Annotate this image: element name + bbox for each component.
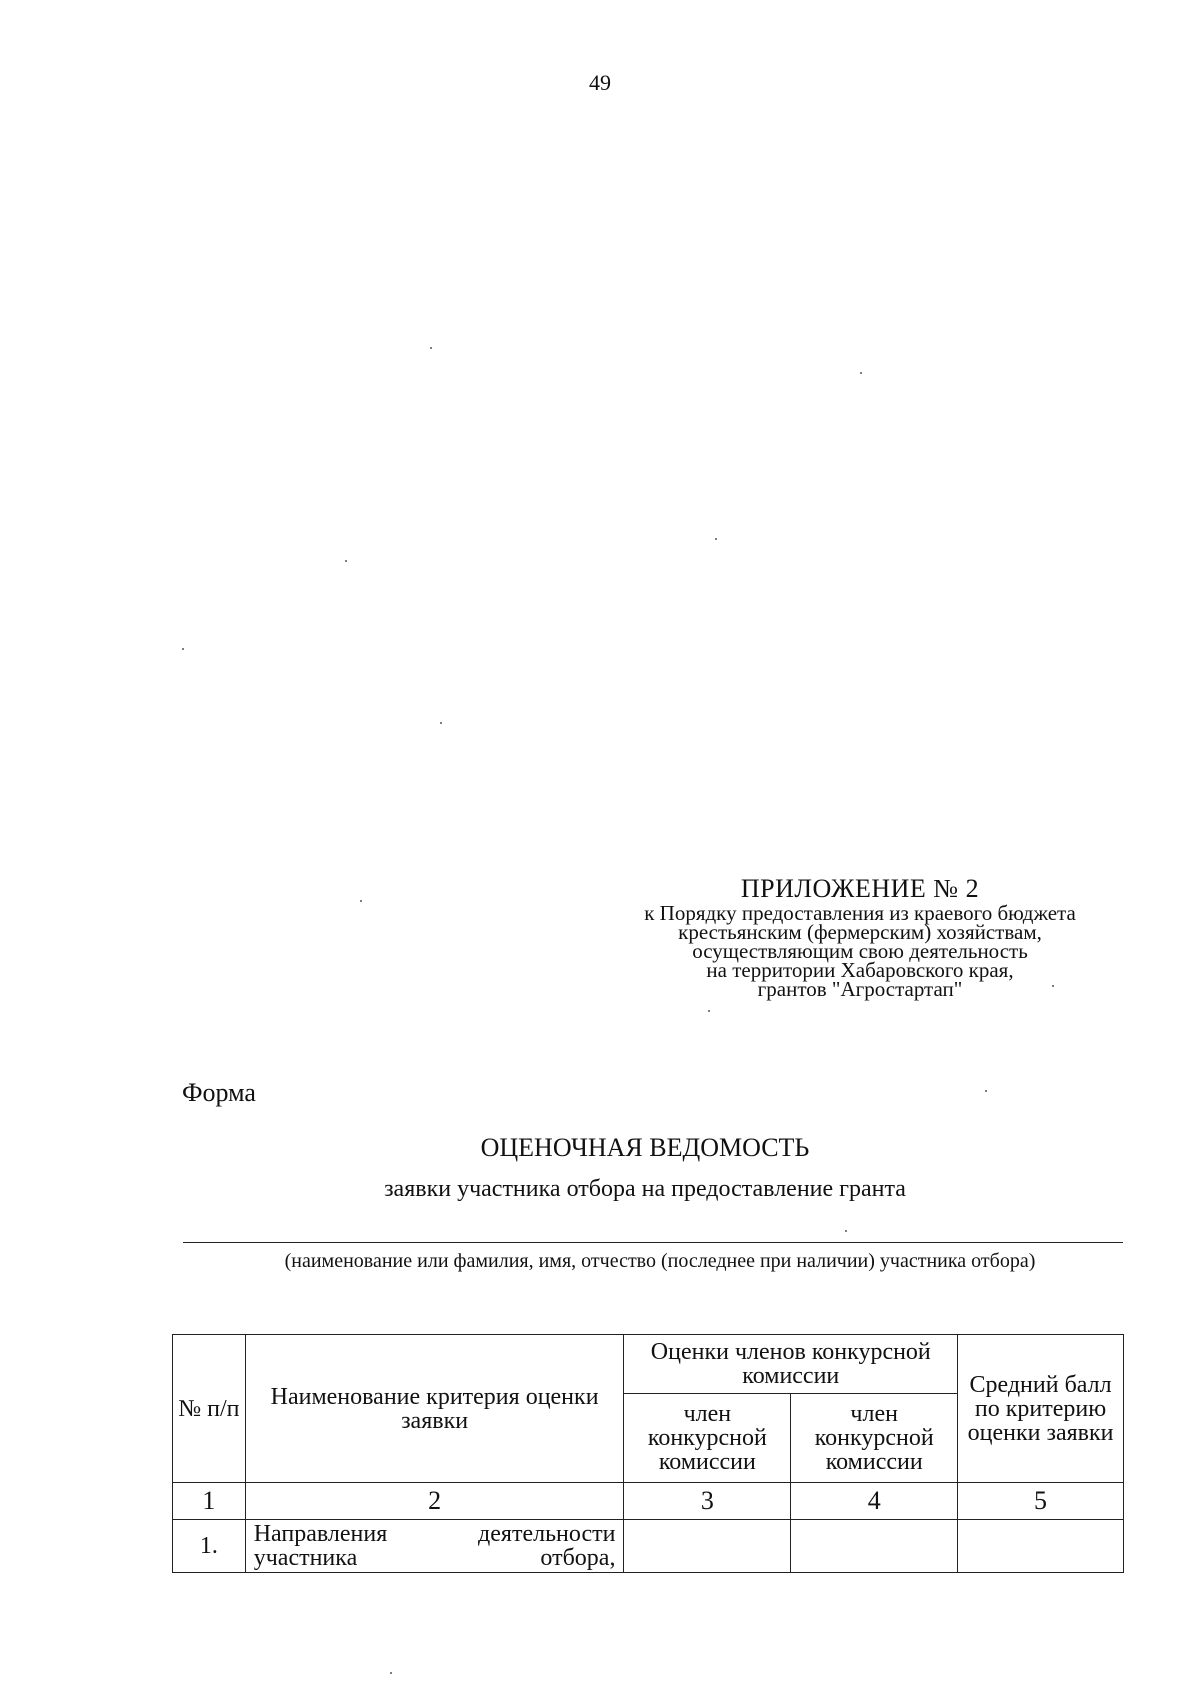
scan-speck xyxy=(708,1010,710,1012)
header-commission-group: Оценки членов конкурсной комиссии xyxy=(624,1335,958,1394)
document-title: ОЦЕНОЧНАЯ ВЕДОМОСТЬ xyxy=(480,1133,810,1162)
page-number: 49 xyxy=(589,70,611,95)
row-member-1-score xyxy=(624,1520,791,1573)
row-criterion: Направления деятельности участника отбора, xyxy=(245,1520,624,1573)
column-number: 2 xyxy=(245,1483,624,1520)
row-number: 1. xyxy=(173,1520,246,1573)
scan-speck xyxy=(845,1230,847,1232)
header-number: № п/п xyxy=(173,1335,246,1483)
scan-speck xyxy=(860,372,862,374)
table-header-row xyxy=(173,1335,1124,1394)
scan-speck xyxy=(390,1672,392,1674)
row-member-2-score xyxy=(791,1520,958,1573)
header-criterion: Наименование критерия оценки заявки xyxy=(245,1335,624,1483)
scan-speck xyxy=(345,560,347,562)
evaluation-table xyxy=(172,1334,1124,1573)
appendix-line: грантов "Агростартап" xyxy=(757,977,963,1001)
header-average: Средний балл по критерию оценки заявки xyxy=(958,1335,1124,1483)
appendix-line: на территории Хабаровского края, xyxy=(706,958,1014,982)
scan-speck xyxy=(182,648,184,650)
participant-name-line xyxy=(183,1242,1123,1243)
scan-speck xyxy=(430,347,432,349)
scan-speck xyxy=(1052,985,1054,987)
form-label: Форма xyxy=(182,1078,256,1107)
appendix-title: ПРИЛОЖЕНИЕ № 2 xyxy=(740,874,980,903)
header-member-2: член конкурсной комиссии xyxy=(791,1394,958,1483)
appendix-line: крестьянским (фермерским) хозяйствам, xyxy=(678,920,1042,944)
column-number: 5 xyxy=(958,1483,1124,1520)
table-row xyxy=(173,1520,1124,1573)
row-average-score xyxy=(958,1520,1124,1573)
participant-name-caption: (наименование или фамилия, имя, отчество (последнее при наличии) участника отбора) xyxy=(284,1250,1036,1272)
appendix-block xyxy=(600,874,1120,999)
scan-speck xyxy=(440,722,442,724)
column-number: 4 xyxy=(791,1483,958,1520)
appendix-line: к Порядку предоставления из краевого бюджета xyxy=(644,901,1076,925)
column-number-row xyxy=(173,1483,1124,1520)
appendix-line: осуществляющим свою деятельность xyxy=(692,939,1028,963)
scan-speck xyxy=(715,538,717,540)
column-number: 1 xyxy=(173,1483,246,1520)
column-number: 3 xyxy=(624,1483,791,1520)
document-subtitle: заявки участника отбора на предоставление гранта xyxy=(384,1176,906,1202)
scan-speck xyxy=(360,900,362,902)
header-member-1: член конкурсной комиссии xyxy=(624,1394,791,1483)
scan-speck xyxy=(985,1090,987,1092)
